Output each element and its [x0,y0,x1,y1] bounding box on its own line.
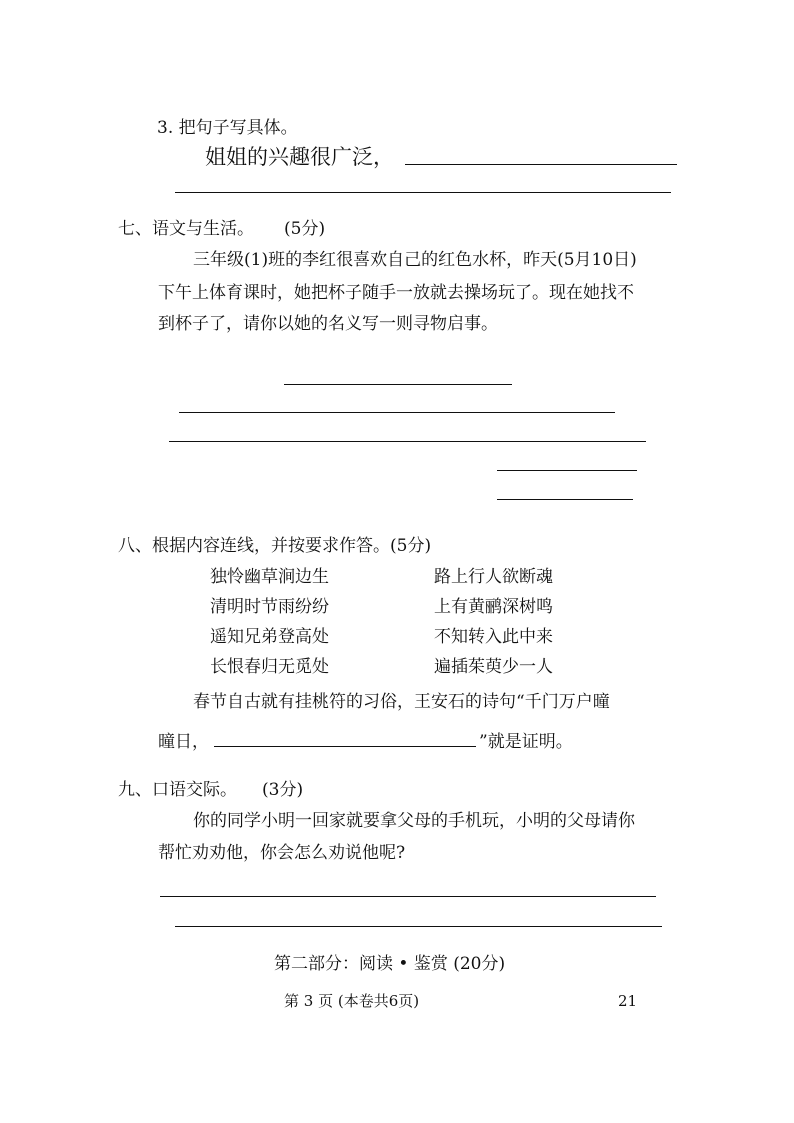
poem-left-item[interactable]: 独怜幽草涧边生 [210,567,329,587]
poem-left-item[interactable]: 长恨春归无觅处 [210,657,329,677]
poem-left-item[interactable]: 清明时节雨纷纷 [210,597,329,617]
question-9-score: (3分) [262,780,304,800]
question-6-3-title: 3. 把句子写具体。 [157,118,298,138]
question-8-fill-prefix: 曈日， [158,732,209,752]
poem-left-item[interactable]: 遥知兄弟登高处 [210,627,329,647]
question-7-body-line3: 到杯子了，请你以她的名义写一则寻物启事。 [158,314,498,334]
question-9-body-line1: 你的同学小明一回家就要拿父母的手机玩，小明的父母请你 [193,811,635,831]
question-8-fill-line1: 春节自古就有挂桃符的习俗，王安石的诗句“千门万户曈 [193,692,610,712]
notice-title-line[interactable] [284,384,512,385]
question-8-fill-suffix: ”就是证明。 [479,732,573,752]
notice-body-line-2[interactable] [169,441,646,442]
notice-date-line[interactable] [497,499,633,500]
notice-signature-line[interactable] [497,470,637,471]
question-7-title: 七、语文与生活。 [118,219,254,239]
question-6-3-sentence: 姐姐的兴趣很广泛， [205,145,394,169]
question-7-body-line1: 三年级(1)班的李红很喜欢自己的红色水杯，昨天(5月10日) [193,250,637,270]
poem-right-item[interactable]: 路上行人欲断魂 [434,567,553,587]
answer-line-9-a[interactable] [160,896,656,897]
answer-line-8[interactable] [214,746,476,747]
question-7-body-line2: 下午上体育课时，她把杯子随手一放就去操场玩了。现在她找不 [158,283,634,303]
notice-body-line-1[interactable] [179,412,615,413]
question-9-title: 九、口语交际。 [118,780,237,800]
question-8-title: 八、根据内容连线，并按要求作答。(5分) [118,536,432,556]
poem-right-item[interactable]: 遍插茱萸少一人 [434,657,553,677]
part-2-heading: 第二部分：阅读 • 鉴赏 (20分) [274,954,506,974]
page-number: 21 [618,992,638,1010]
question-7-score: (5分) [284,219,326,239]
answer-line-6-3-b[interactable] [175,192,671,193]
poem-right-item[interactable]: 上有黄鹂深树鸣 [434,597,553,617]
answer-line-6-3-a[interactable] [405,164,677,165]
poem-right-item[interactable]: 不知转入此中来 [434,627,553,647]
page-footer-info: 第 3 页 (本卷共6页) [284,992,420,1010]
answer-line-9-b[interactable] [175,926,662,927]
question-9-body-line2: 帮忙劝劝他，你会怎么劝说他呢? [158,843,406,863]
